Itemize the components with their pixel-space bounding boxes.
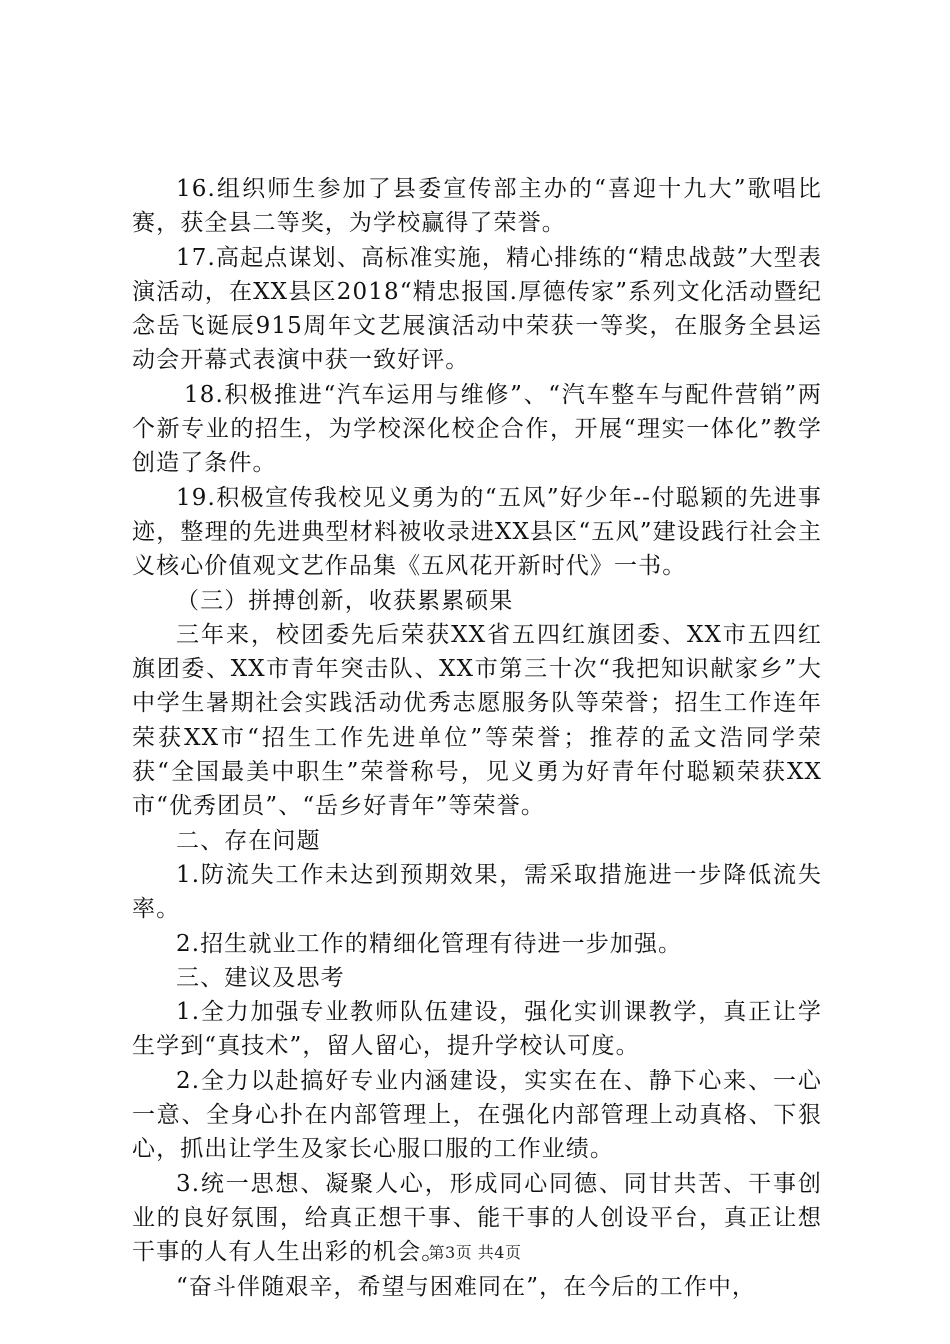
paragraph-item-19: 19.积极宣传我校见义勇为的“五风”好少年--付聪颖的先进事迹，整理的先进典型材料被收录进XX县区“五风”建设践行社会主义核心价值观文艺作品集《五风花开新时代》一书。 bbox=[132, 484, 822, 580]
section-heading-achievements: （三）拼搏创新，收获累累硕果 bbox=[176, 587, 514, 614]
page-footer bbox=[0, 1240, 950, 1263]
paragraph-item-18: 18.积极推进“汽车运用与维修”、“汽车整车与配件营销”两个新专业的招生，为学校深化校企合作，开展“理实一体化”教学创造了条件。 bbox=[132, 381, 822, 477]
paragraph-closing: “奋斗伴随艰辛，希望与困难同在”，在今后的工作中， bbox=[176, 1273, 757, 1300]
page-number-label: 第3页 共4页 bbox=[428, 1243, 522, 1262]
paragraph-problem-2: 2.招生就业工作的精细化管理有待进一步加强。 bbox=[176, 930, 683, 957]
document-body bbox=[132, 172, 822, 1304]
paragraph-item-17: 17.高起点谋划、高标准实施，精心排练的“精忠战鼓”大型表演活动，在XX县区2018“精忠报国.厚德传家”系列文化活动暨纪念岳飞诞辰915周年文艺展演活动中荣获一等奖，在服务全县运动会开幕式表演中获一致好评。 bbox=[132, 244, 822, 374]
paragraph-suggestion-1: 1.全力加强专业教师队伍建设，强化实训课教学，真正让学生学到“真技术”，留人留心，提升学校认可度。 bbox=[132, 999, 822, 1060]
paragraph-suggestion-3: 3.统一思想、凝聚人心，形成同心同德、同甘共苦、干事创业的良好氛围，给真正想干事、能干事的人创设平台，真正让想干事的人有人生出彩的机会。 bbox=[132, 1170, 822, 1266]
paragraph-achievements: 三年来，校团委先后荣获XX省五四红旗团委、XX市五四红旗团委、XX市青年突击队、XX市第三十次“我把知识献家乡”大中学生暑期社会实践活动优秀志愿服务队等荣誉；招生工作连年荣获XX市“招生工作先进单位”等荣誉；推荐的孟文浩同学荣获“全国最美中职生”荣誉称号，见义勇为好青年付聪颖荣获XX市“优秀团员”、“岳乡好青年”等荣誉。 bbox=[132, 621, 822, 820]
paragraph-suggestion-2: 2.全力以赴搞好专业内涵建设，实实在在、静下心来、一心一意、全身心扑在内部管理上，在强化内部管理上动真格、下狠心，抓出让学生及家长心服口服的工作业绩。 bbox=[132, 1067, 822, 1163]
section-heading-suggestions: 三、建议及思考 bbox=[176, 964, 345, 991]
section-heading-problems: 二、存在问题 bbox=[176, 827, 321, 854]
paragraph-problem-1: 1.防流失工作未达到预期效果，需采取措施进一步降低流失率。 bbox=[132, 861, 822, 923]
paragraph-item-16: 16.组织师生参加了县委宣传部主办的“喜迎十九大”歌唱比赛，获全县二等奖，为学校赢得了荣誉。 bbox=[132, 176, 822, 237]
